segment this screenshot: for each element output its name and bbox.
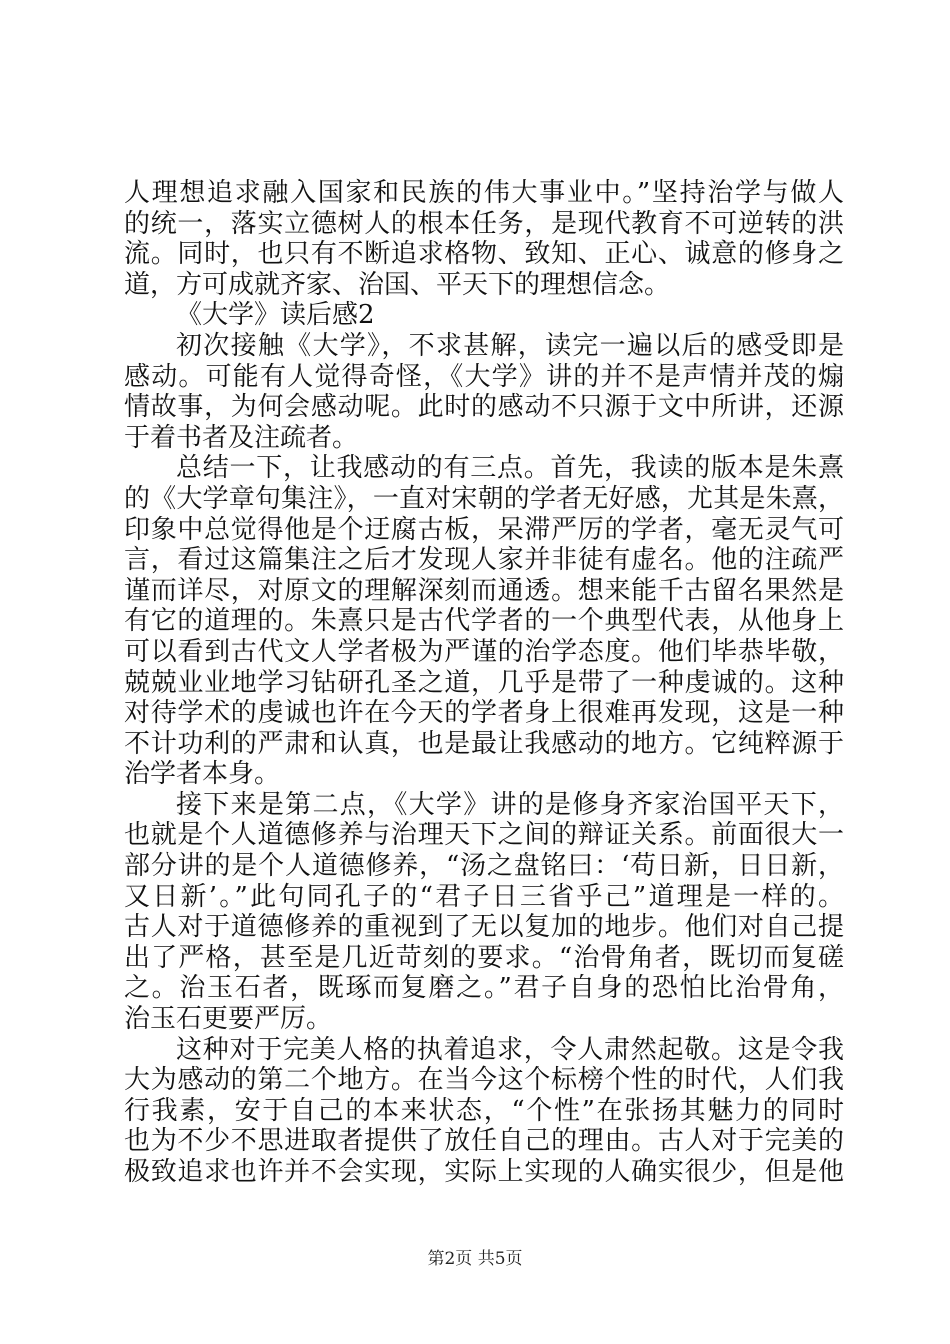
text-line: 治玉石更要严厉。 <box>124 1004 333 1035</box>
body-text <box>124 178 844 1188</box>
text-line: 谨而详尽，对原文的理解深刻而通透。想来能千古留名果然是 <box>124 575 844 606</box>
text-line: 也就是个人道德修养与治理天下之间的辩证关系。前面很大一 <box>124 820 844 851</box>
text-line: 接下来是第二点，《大学》讲的是修身齐家治国平天下， <box>176 789 844 820</box>
text-line: 出了严格，甚至是几近苛刻的要求。“治骨角者，既切而复磋 <box>124 942 844 973</box>
text-line: 流。同时，也只有不断追求格物、致知、正心、诚意的修身之 <box>124 239 844 270</box>
text-line: 也为不少不思进取者提供了放任自己的理由。古人对于完美的 <box>124 1126 844 1157</box>
text-line: 言，看过这篇集注之后才发现人家并非徒有虚名。他的注疏严 <box>124 545 844 576</box>
text-line: 感动。可能有人觉得奇怪，《大学》讲的并不是声情并茂的煽 <box>124 361 844 392</box>
text-line: 情故事，为何会感动呢。此时的感动不只源于文中所讲，还源 <box>124 392 844 423</box>
text-line: 治学者本身。 <box>124 759 281 790</box>
text-line: 总结一下，让我感动的有三点。首先，我读的版本是朱熹 <box>176 453 844 484</box>
text-line: 大为感动的第二个地方。在当今这个标榜个性的时代，人们我 <box>124 1065 844 1096</box>
text-line: 初次接触《大学》，不求甚解，读完一遍以后的感受即是 <box>176 330 844 361</box>
text-line: 又日新’。”此句同孔子的“君子日三省乎己”道理是一样的。 <box>124 881 844 912</box>
text-line: 道，方可成就齐家、治国、平天下的理想信念。 <box>124 269 671 300</box>
text-line: 极致追求也许并不会实现，实际上实现的人确实很少，但是他 <box>124 1157 844 1187</box>
text-line: 之。治玉石者，既琢而复磨之。”君子自身的恐怕比治骨角， <box>124 973 844 1004</box>
text-line: 兢兢业业地学习钻研孔圣之道，几乎是带了一种虔诚的。这种 <box>124 667 844 698</box>
text-line: 的《大学章句集注》，一直对宋朝的学者无好感，尤其是朱熹， <box>124 483 844 514</box>
text-line: 对待学术的虔诚也许在今天的学者身上很难再发现，这是一种 <box>124 698 844 729</box>
page-number-footer: 第2页 共5页 <box>427 1249 523 1269</box>
section-heading: 《大学》读后感2 <box>176 300 375 331</box>
text-line: 部分讲的是个人道德修养，“汤之盘铭曰：‘苟日新，日日新， <box>124 851 844 882</box>
text-line: 有它的道理的。朱熹只是古代学者的一个典型代表，从他身上 <box>124 606 844 637</box>
text-line: 行我素，安于自己的本来状态，“个性”在张扬其魅力的同时 <box>124 1095 844 1126</box>
text-line: 不计功利的严肃和认真，也是最让我感动的地方。它纯粹源于 <box>124 728 844 759</box>
text-line: 印象中总觉得他是个迂腐古板，呆滞严厉的学者，毫无灵气可 <box>124 514 844 545</box>
text-line: 这种对于完美人格的执着追求，令人肃然起敬。这是令我 <box>176 1034 844 1065</box>
text-line: 于着书者及注疏者。 <box>124 422 359 453</box>
text-line: 可以看到古代文人学者极为严谨的治学态度。他们毕恭毕敬， <box>124 636 844 667</box>
text-line: 的统一，落实立德树人的根本任务，是现代教育不可逆转的洪 <box>124 208 844 239</box>
text-line: 古人对于道德修养的重视到了无以复加的地步。他们对自己提 <box>124 912 844 943</box>
text-line: 人理想追求融入国家和民族的伟大事业中。”坚持治学与做人 <box>124 178 844 208</box>
